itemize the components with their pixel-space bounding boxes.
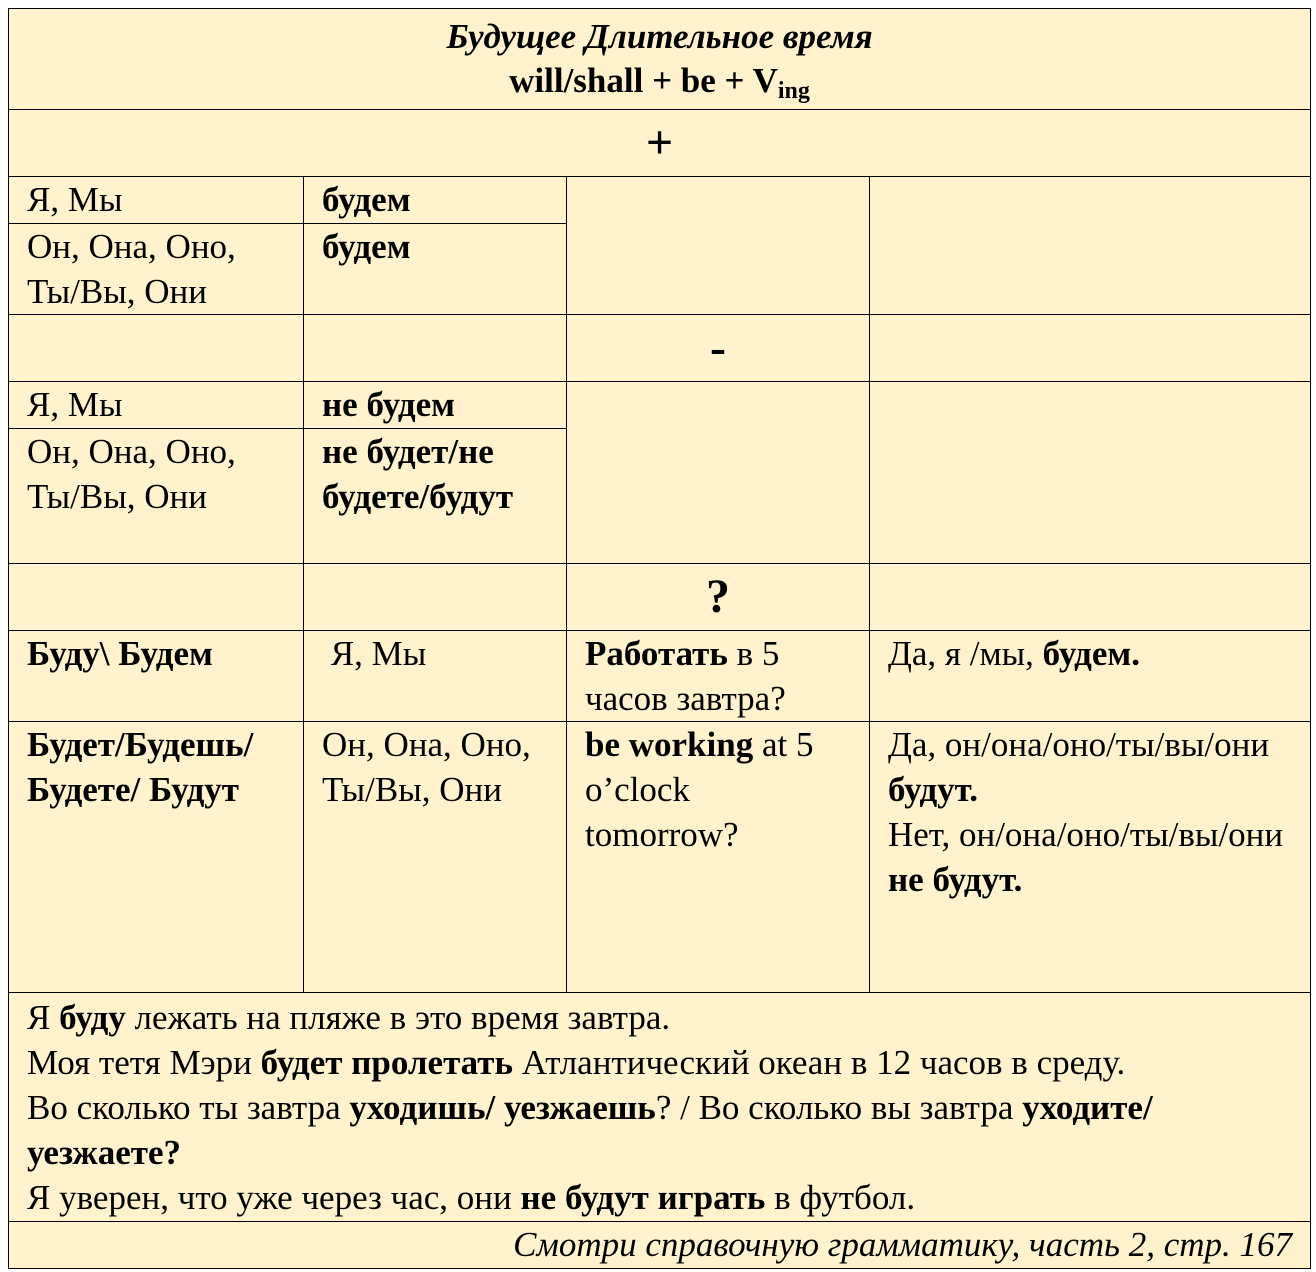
title-row: [9, 9, 1311, 110]
example-sentence: Во сколько ты завтра уходишь/ уезжаешь? / Во сколько вы завтра уходите/ уезжаете?: [27, 1088, 1153, 1172]
question-sign-row: [9, 564, 1311, 631]
empty-cell: [9, 564, 304, 631]
yes-answer-aux: будут.: [888, 770, 978, 809]
pronoun-cell: Я, Мы: [304, 631, 567, 722]
empty-cell: [567, 177, 870, 315]
grammar-table: [8, 8, 1311, 1269]
empty-cell: [870, 564, 1311, 631]
plus-sign: +: [645, 116, 674, 169]
formula-subscript: ing: [777, 78, 810, 104]
empty-cell: [870, 177, 1311, 315]
title-cell: [9, 9, 1311, 110]
empty-cell: [304, 315, 567, 382]
aux-cell: будем: [304, 224, 567, 315]
answer-cell: Да, я /мы, будем.: [870, 631, 1311, 722]
empty-cell: [870, 315, 1311, 382]
examples-cell: [9, 993, 1311, 1222]
empty-cell: [304, 564, 567, 631]
tense-title: Будущее Длительное время: [446, 17, 873, 56]
affirmative-sign-row: [9, 110, 1311, 177]
verb-cell: be working at 5 o’clock tomorrow?: [567, 722, 870, 993]
tense-formula: will/shall + be + $V_{ing}$: [509, 61, 810, 104]
question-row-2: [9, 722, 1311, 993]
example-sentence: Я уверен, что уже через час, они не будут играть в футбол.: [27, 1178, 916, 1217]
plus-sign-cell: [9, 110, 1311, 177]
empty-cell: [870, 382, 1311, 564]
verb-cell: Работать в 5 часов завтра?: [567, 631, 870, 722]
pronoun-cell: Он, Она, Оно, Ты/Вы, Они: [9, 429, 304, 564]
negative-row-1: [9, 382, 1311, 429]
question-sign: ?: [706, 570, 730, 623]
yes-answer: Да, он/она/оно/ты/вы/они: [888, 725, 1270, 764]
aux-cell: не будет/не будете/будут: [304, 429, 567, 564]
minus-sign-cell: [567, 315, 870, 382]
aux-cell: будем: [304, 177, 567, 224]
footer-row: [9, 1222, 1311, 1269]
answer-cell: [870, 722, 1311, 993]
aux-cell: Будет/Будешь/ Будете/ Будут: [9, 722, 304, 993]
pronoun-cell: Он, Она, Оно, Ты/Вы, Они: [9, 224, 304, 315]
minus-sign: -: [710, 321, 726, 374]
empty-cell: [9, 315, 304, 382]
pronoun-cell: Он, Она, Оно, Ты/Вы, Они: [304, 722, 567, 993]
no-answer-aux: не будут.: [888, 860, 1023, 899]
question-sign-cell: [567, 564, 870, 631]
no-answer: Нет, он/она/оно/ты/вы/они: [888, 815, 1284, 854]
affirmative-row-1: [9, 177, 1311, 224]
example-sentence: Моя тетя Мэри будет пролетать Атлантический океан в 12 часов в среду.: [27, 1043, 1126, 1082]
negative-sign-row: [9, 315, 1311, 382]
example-sentence: Я буду лежать на пляже в это время завтра.: [27, 998, 671, 1037]
pronoun-cell: Я, Мы: [9, 177, 304, 224]
question-row-1: [9, 631, 1311, 722]
pronoun-cell: Я, Мы: [9, 382, 304, 429]
empty-cell: [567, 382, 870, 564]
examples-row: [9, 993, 1311, 1222]
reference-note: Смотри справочную грамматику, часть 2, стр. 167: [9, 1222, 1311, 1269]
aux-cell: Буду\ Будем: [9, 631, 304, 722]
aux-cell: не будем: [304, 382, 567, 429]
